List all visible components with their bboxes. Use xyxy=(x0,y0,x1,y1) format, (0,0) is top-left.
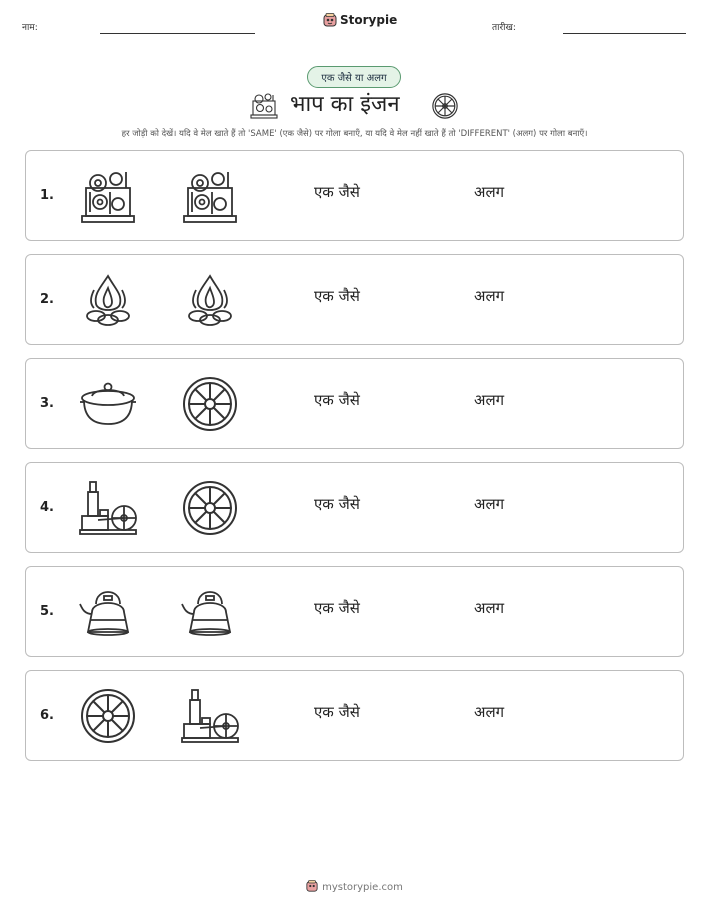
storypie-logo-icon xyxy=(323,13,337,27)
question-number: 1. xyxy=(40,188,54,203)
different-option[interactable]: अलग xyxy=(474,495,505,513)
wheel-icon xyxy=(78,686,138,746)
engine-machine-icon xyxy=(249,90,279,124)
question-number: 6. xyxy=(40,708,54,723)
brand xyxy=(323,13,397,27)
question-number: 4. xyxy=(40,500,54,515)
campfire-icon xyxy=(78,270,138,330)
worksheet-type-badge: एक जैसे या अलग xyxy=(307,66,401,88)
engine-machine-icon xyxy=(78,166,138,226)
date-line[interactable] xyxy=(563,33,686,34)
pot-icon xyxy=(78,374,138,434)
different-option[interactable]: अलग xyxy=(474,391,505,409)
footer xyxy=(0,880,709,895)
kettle-icon xyxy=(180,582,240,642)
different-option[interactable]: अलग xyxy=(474,599,505,617)
question-card xyxy=(25,566,684,657)
question-card xyxy=(25,150,684,241)
question-card xyxy=(25,358,684,449)
steam-engine-icon xyxy=(78,478,138,538)
wheel-icon xyxy=(180,374,240,434)
instructions: हर जोड़ी को देखें। यदि वे मेल खाते हैं तो 'SAME' (एक जैसे) पर गोला बनाएँ, या यदि वे मेल नहीं खाते हैं तो 'DIFFERENT' (अलग) पर गोला बनाएँ। xyxy=(121,129,588,139)
question-card xyxy=(25,462,684,553)
engine-machine-icon-svg xyxy=(249,90,279,120)
engine-machine-icon xyxy=(180,166,240,226)
campfire-icon xyxy=(180,270,240,330)
different-option[interactable]: अलग xyxy=(474,287,505,305)
question-number: 2. xyxy=(40,292,54,307)
wheel-icon xyxy=(431,92,459,124)
same-option[interactable]: एक जैसे xyxy=(314,183,360,201)
question-card xyxy=(25,254,684,345)
same-option[interactable]: एक जैसे xyxy=(314,391,360,409)
footer-url: mystorypie.com xyxy=(322,882,403,893)
question-card xyxy=(25,670,684,761)
steam-engine-icon xyxy=(180,686,240,746)
title-row xyxy=(0,89,709,123)
kettle-icon xyxy=(78,582,138,642)
name-line[interactable] xyxy=(100,33,255,34)
question-number: 3. xyxy=(40,396,54,411)
brand-name: Storypie xyxy=(340,13,398,27)
question-number: 5. xyxy=(40,604,54,619)
same-option[interactable]: एक जैसे xyxy=(314,703,360,721)
storypie-logo-icon xyxy=(306,880,318,895)
name-label: नाम: xyxy=(22,23,38,33)
same-option[interactable]: एक जैसे xyxy=(314,287,360,305)
date-label: तारीख: xyxy=(492,23,516,33)
same-option[interactable]: एक जैसे xyxy=(314,495,360,513)
different-option[interactable]: अलग xyxy=(474,183,505,201)
different-option[interactable]: अलग xyxy=(474,703,505,721)
same-option[interactable]: एक जैसे xyxy=(314,599,360,617)
page-title: भाप का इंजन xyxy=(290,92,400,117)
wheel-icon xyxy=(180,478,240,538)
